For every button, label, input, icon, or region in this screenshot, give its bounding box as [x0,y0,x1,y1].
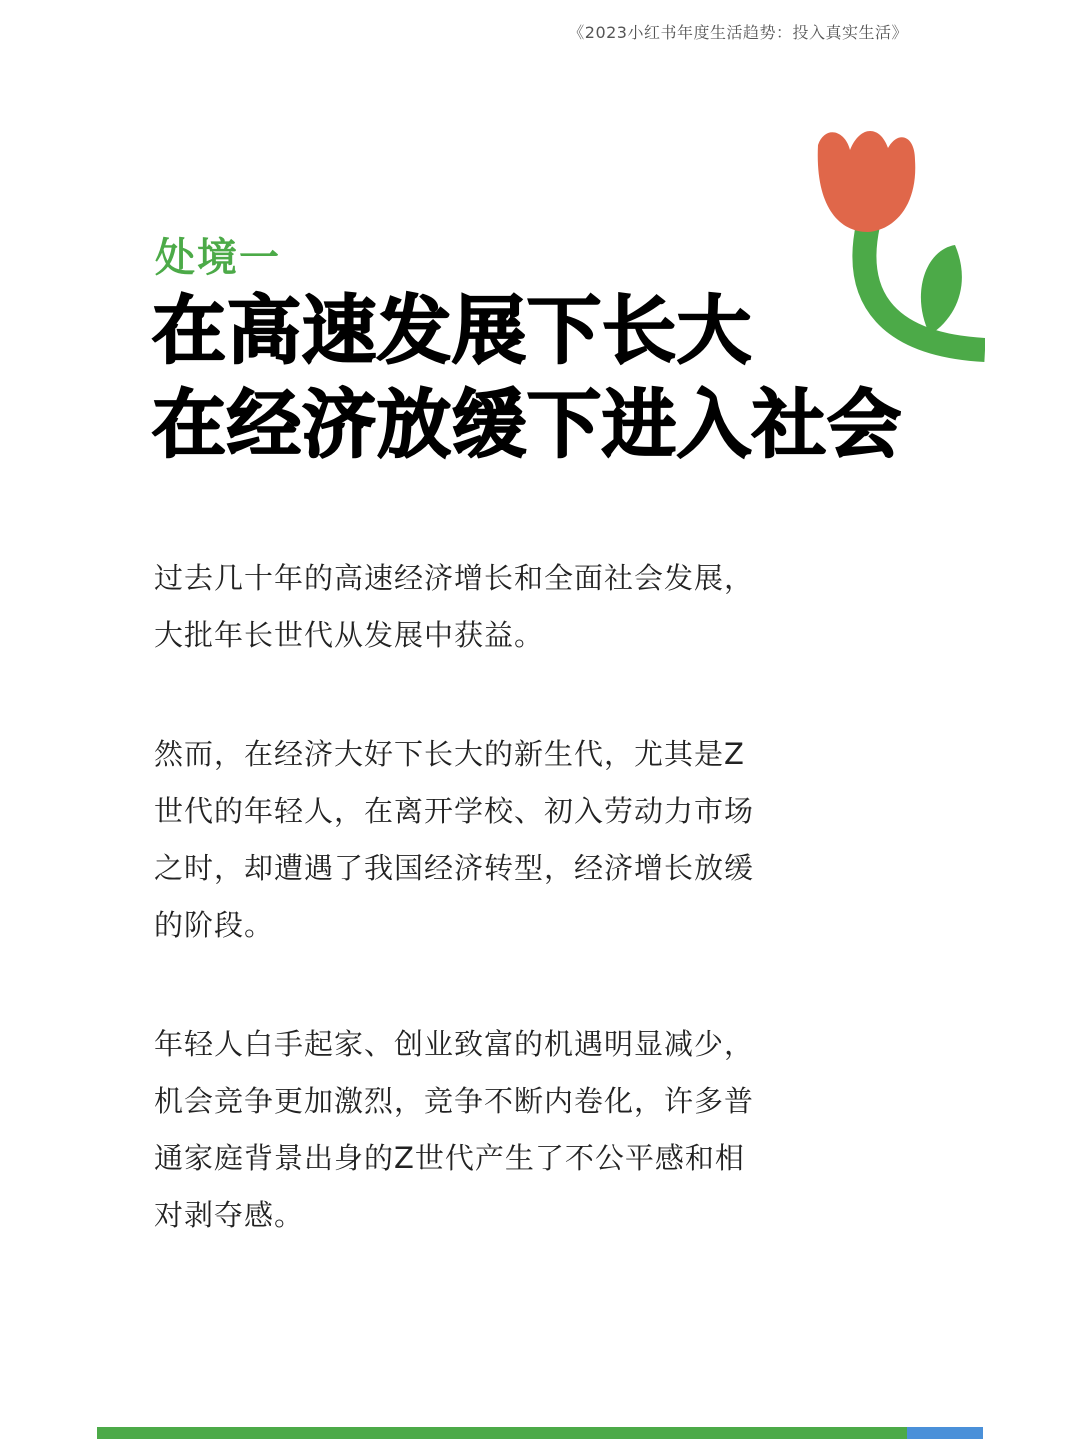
document-caption: 《2023小红书年度生活趋势：投入真实生活》 [568,23,908,42]
paragraph-3: 年轻人白手起家、创业致富的机遇明显减少，机会竞争更加激烈，竞争不断内卷化，许多普通家庭背景出身的Z世代产生了不公平感和相对剥夺感。 [154,1027,755,1232]
headline-line-2: 在经济放缓下进入社会 [152,382,902,468]
paragraph-1: 过去几十年的高速经济增长和全面社会发展，大批年长世代从发展中获益。 [154,561,755,652]
section-label: 处境一 [155,235,281,281]
headline [152,284,902,472]
paragraph-2: 然而，在经济大好下长大的新生代，尤其是Z世代的年轻人，在离开学校、初入劳动力市场之时，却遭遇了我国经济转型，经济增长放缓的阶段。 [154,737,755,942]
tulip-leaf [921,245,962,335]
tulip-flower [818,131,916,232]
bottom-bar-blue [907,1427,983,1439]
headline-line-1: 在高速发展下长大 [152,288,752,374]
bottom-accent-bar [97,1427,983,1439]
body-text [154,550,774,1306]
bottom-bar-green [97,1427,907,1439]
